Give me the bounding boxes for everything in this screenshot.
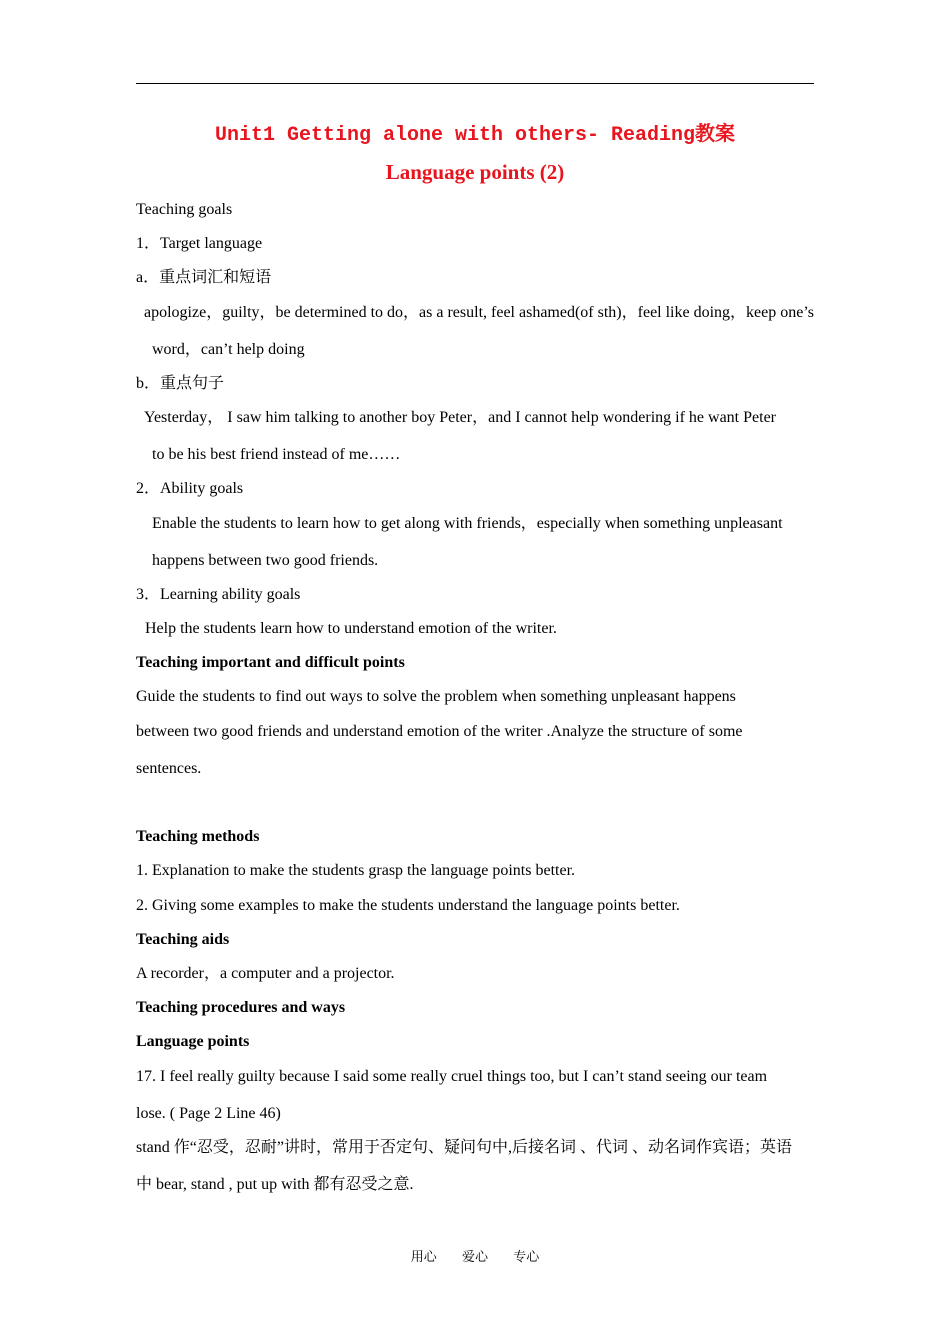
vocabulary-line-1: apologize，guilty，be determined to do，as a result, feel ashamed(of sth)，feel like doing，keep one’s [144,304,815,321]
key-sentence-line-1: Yesterday， I saw him talking to another boy Peter，and I cannot help wondering if he want Peter [144,409,776,426]
language-points-heading: Language points [136,1033,250,1050]
page-footer [0,1248,950,1266]
footer-motto-1: 用心 [410,1249,437,1264]
point-17-line-2: lose. ( Page 2 Line 46) [136,1105,281,1122]
vocabulary-line-2: word，can’t help doing [152,341,305,358]
document-subtitle: Language points (2) [385,160,565,184]
learning-ability-line: Help the students learn how to understand emotion of the writer. [145,620,557,637]
header-rule [136,83,814,84]
footer-motto-2: 爱心 [461,1249,488,1264]
learning-ability-heading: 3．Learning ability goals [136,586,301,603]
stand-explanation-line-1: stand 作“忍受，忍耐”讲时，常用于否定句、疑问句中,后接名词 、代词 、动名词作宾语；英语 [136,1139,792,1156]
important-points-line-2: between two good friends and understand emotion of the writer .Analyze the structure of some [136,723,743,740]
key-vocabulary-heading: a．重点词汇和短语 [136,269,272,286]
point-17-line-1: 17. I feel really guilty because I said some really cruel things too, but I can’t stand seeing our team [136,1068,768,1085]
teaching-procedures-heading: Teaching procedures and ways [136,999,346,1016]
key-sentence-line-2: to be his best friend instead of me…… [152,446,401,463]
stand-explanation-line-2: 中 bear, stand , put up with 都有忍受之意. [136,1176,414,1193]
ability-goals-heading: 2．Ability goals [136,480,244,497]
ability-goals-line-2: happens between two good friends. [152,552,379,569]
important-points-line-1: Guide the students to find out ways to solve the problem when something unpleasant happens [136,688,736,705]
teaching-aids-heading: Teaching aids [136,931,230,948]
teaching-methods-item-2: 2. Giving some examples to make the students understand the language points better. [136,897,680,914]
document-title: Unit1 Getting alone with others- Reading教案 [214,124,736,147]
key-sentence-heading: b．重点句子 [136,375,225,392]
teaching-methods-heading: Teaching methods [136,828,260,845]
footer-motto-3: 专心 [513,1249,540,1264]
target-language-heading: 1．Target language [136,235,263,252]
ability-goals-line-1: Enable the students to learn how to get along with friends，especially when something unpleasant [152,515,783,532]
important-points-heading: Teaching important and difficult points [136,654,405,671]
teaching-methods-item-1: 1. Explanation to make the students grasp the language points better. [136,862,576,879]
important-points-line-3: sentences. [136,760,202,777]
teaching-goals-heading: Teaching goals [136,201,233,218]
teaching-aids-line: A recorder，a computer and a projector. [136,965,395,982]
